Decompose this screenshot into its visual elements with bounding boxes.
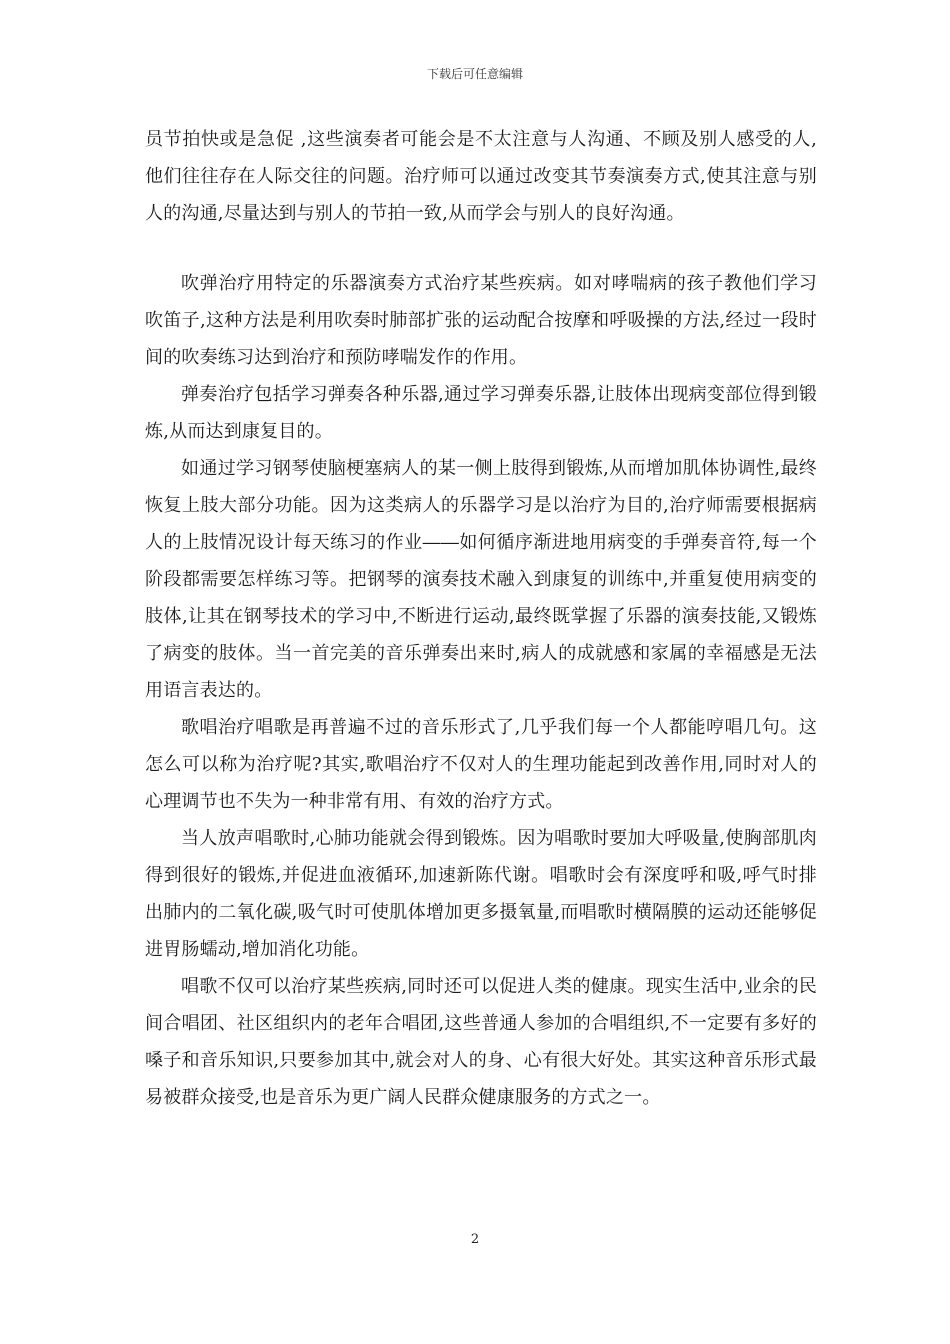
paragraph-wind-therapy: 吹弹治疗用特定的乐器演奏方式治疗某些疾病。如对哮喘病的孩子教他们学习吹笛子,这种方法是利用吹奏时肺部扩张的运动配合按摩和呼吸操的方法,经过一段时间的吹奏练习达到治疗和预防哮喘发作的作用。 <box>145 273 817 368</box>
paragraph-singing-therapy: 歌唱治疗唱歌是再普遍不过的音乐形式了,几乎我们每一个人都能哼唱几句。这怎么可以称为治疗呢?其实,歌唱治疗不仅对人的生理功能起到改善作用,同时对人的心理调节也不失为一种非常有用、有效的治疗方式。 <box>145 717 817 812</box>
page-number: 2 <box>470 1232 480 1247</box>
paragraph-playing-therapy: 弹奏治疗包括学习弹奏各种乐器,通过学习弹奏乐器,让肢体出现病变部位得到锻炼,从而达到康复目的。 <box>145 384 817 442</box>
page-header: 下载后可任意编辑 <box>426 67 523 81</box>
document-body <box>145 121 817 1116</box>
paragraph-piano-example: 如通过学习钢琴使脑梗塞病人的某一侧上肢得到锻炼,从而增加肌体协调性,最终恢复上肢大部分功能。因为这类病人的乐器学习是以治疗为目的,治疗师需要根据病人的上肢情况设计每天练习的作业――如何循序渐进地用病变的手弹奏音符,每一个阶段都需要怎样练习等。把钢琴的演奏技术融入到康复的训练中,并重复使用病变的肢体,让其在钢琴技术的学习中,不断进行运动,最终既掌握了乐器的演奏技能,又锻炼了病变的肢体。当一首完美的音乐弹奏出来时,病人的成就感和家属的幸福感是无法用语言表达的。 <box>145 458 817 701</box>
paragraph-cardiopulmonary: 当人放声唱歌时,心肺功能就会得到锻炼。因为唱歌时要加大呼吸量,使胸部肌肉得到很好的锻炼,并促进血液循环,加速新陈代谢。唱歌时会有深度呼和吸,呼气时排出肺内的二氧化碳,吸气时可使肌体增加更多摄氧量,而唱歌时横隔膜的运动还能够促进胃肠蠕动,增加消化功能。 <box>145 828 817 960</box>
paragraph-continuation: 员节拍快或是急促 ,这些演奏者可能会是不太注意与人沟通、不顾及别人感受的人,他们往往存在人际交往的问题。治疗师可以通过改变其节奏演奏方式,使其注意与别人的沟通,尽量达到与别人的节拍一致,从而学会与别人的良好沟通。 <box>145 129 817 224</box>
paragraph-choir-health: 唱歌不仅可以治疗某些疾病,同时还可以促进人类的健康。现实生活中,业余的民间合唱团、社区组织内的老年合唱团,这些普通人参加的合唱组织,不一定要有多好的嗓子和音乐知识,只要参加其中,就会对人的身、心有很大好处。其实这种音乐形式最易被群众接受,也是音乐为更广阔人民群众健康服务的方式之一。 <box>145 976 817 1108</box>
